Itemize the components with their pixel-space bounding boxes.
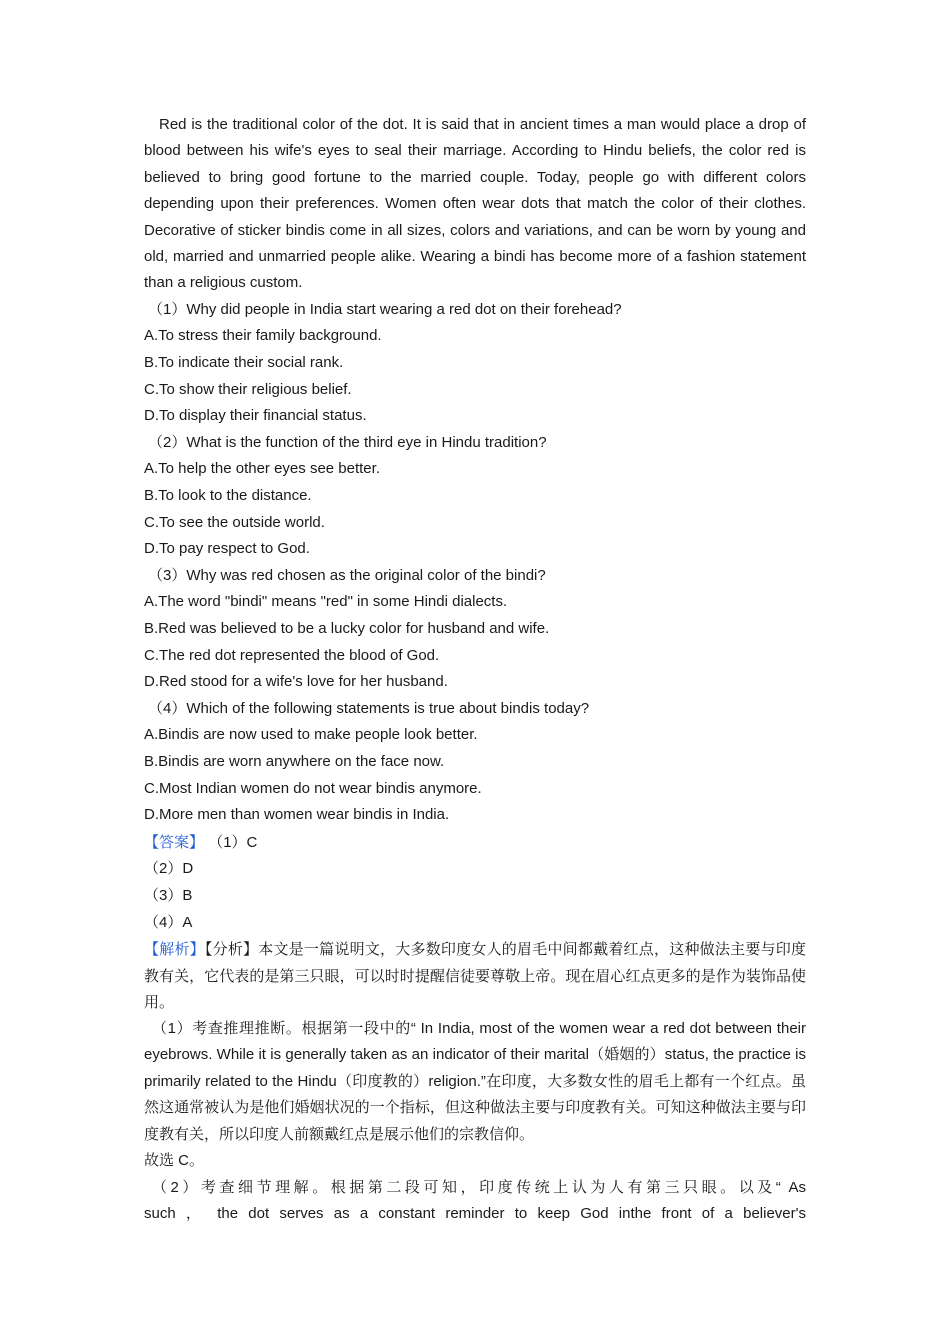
option-b: B.Bindis are worn anywhere on the face now. xyxy=(144,752,445,770)
passage-paragraph: Red is the traditional color of the dot. It is said that in ancient times a man would place a drop of blood between his wife's eyes to seal their marriage. According to Hindu beliefs, the color red is believed to bring good fortune to the married couple. Today, people go with different colors depending upon their preferences. Women often wear dots that match the color of their clothes. Decorative of sticker bindis come in all sizes, colors and variations, and can be worn by young and old, married and unmarried people alike. Wearing a bindi has become more of a fashion statement than a religious custom. xyxy=(144,116,806,292)
analysis-q2-line1: （2）考查细节理解。根据第二段可知，印度传统上认为人有第三只眼。以及“ As xyxy=(152,1178,806,1196)
option-d: D.Red stood for a wife's love for her husband. xyxy=(144,673,448,691)
question-stem: （4）Which of the following statements is true about bindis today? xyxy=(148,699,590,717)
answer-4: （4）A xyxy=(144,913,193,931)
question-stem: （2）What is the function of the third eye in Hindu tradition? xyxy=(148,433,547,451)
analysis-summary xyxy=(144,936,806,1016)
option-b: B.To look to the distance. xyxy=(144,487,312,504)
analysis-q1-conclusion: 故选 C。 xyxy=(144,1152,205,1170)
question-4 xyxy=(144,696,806,829)
question-3 xyxy=(144,563,806,696)
question-stem: （1）Why did people in India start wearing a red dot on their forehead? xyxy=(148,300,622,318)
answer-line xyxy=(144,829,806,857)
option-a: A.To stress their family background. xyxy=(144,327,382,345)
answer-1: （1）C xyxy=(208,833,258,851)
option-b: B.Red was believed to be a lucky color for husband and wife. xyxy=(144,619,550,637)
analysis-q1: （1）考查推理推断。根据第一段中的“ In India, most of the women wear a red dot between their eyebrows. While it is generally taken as an indicator of their marital（婚姻的）status, the practice is primarily related to the Hindu（印度教的）religion.”在印度，大多数女性的眉毛上都有一个红点。虽然这通常被认为是他们婚姻状况的一个指标，但这种做法主要与印度教有关。可知这种做法主要与印度教有关，所以印度人前额戴红点是展示他们的宗教信仰。 xyxy=(144,1019,806,1143)
question-2 xyxy=(144,430,806,563)
option-c: C.To see the outside world. xyxy=(144,513,325,531)
option-c: C.To show their religious belief. xyxy=(144,380,352,398)
analysis-section xyxy=(144,936,806,1228)
analysis-q2-line2: such ， the dot serves as a constant reminder to keep God inthe front of a believer's xyxy=(144,1205,806,1223)
analysis-tag: 【解析】 xyxy=(144,940,205,959)
analysis-summary-text: 【分析】本文是一篇说明文，大多数印度女人的眉毛中间都戴着红点，这种做法主要与印度教有关，它代表的是第三只眼，可以时时提醒信徒要尊敬上帝。现在眉心红点更多的是作为装饰品使用。 xyxy=(144,940,806,1012)
option-d: D.To display their financial status. xyxy=(144,407,367,425)
option-b: B.To indicate their social rank. xyxy=(144,354,344,372)
option-c: C.Most Indian women do not wear bindis anymore. xyxy=(144,779,482,797)
option-d: D.More men than women wear bindis in India. xyxy=(144,806,450,824)
answer-2: （2）D xyxy=(144,860,194,878)
document-page xyxy=(144,112,806,1228)
answer-tag: 【答案】 xyxy=(144,832,205,851)
option-d: D.To pay respect to God. xyxy=(144,540,310,558)
answer-section xyxy=(144,829,806,936)
option-a: A.The word "bindi" means "red" in some Hindi dialects. xyxy=(144,593,508,611)
question-1 xyxy=(144,297,806,430)
option-a: A.To help the other eyes see better. xyxy=(144,460,380,478)
answer-3: （3）B xyxy=(144,886,193,904)
question-stem: （3）Why was red chosen as the original color of the bindi? xyxy=(148,566,546,584)
option-a: A.Bindis are now used to make people look better. xyxy=(144,726,478,744)
option-c: C.The red dot represented the blood of God. xyxy=(144,646,440,664)
